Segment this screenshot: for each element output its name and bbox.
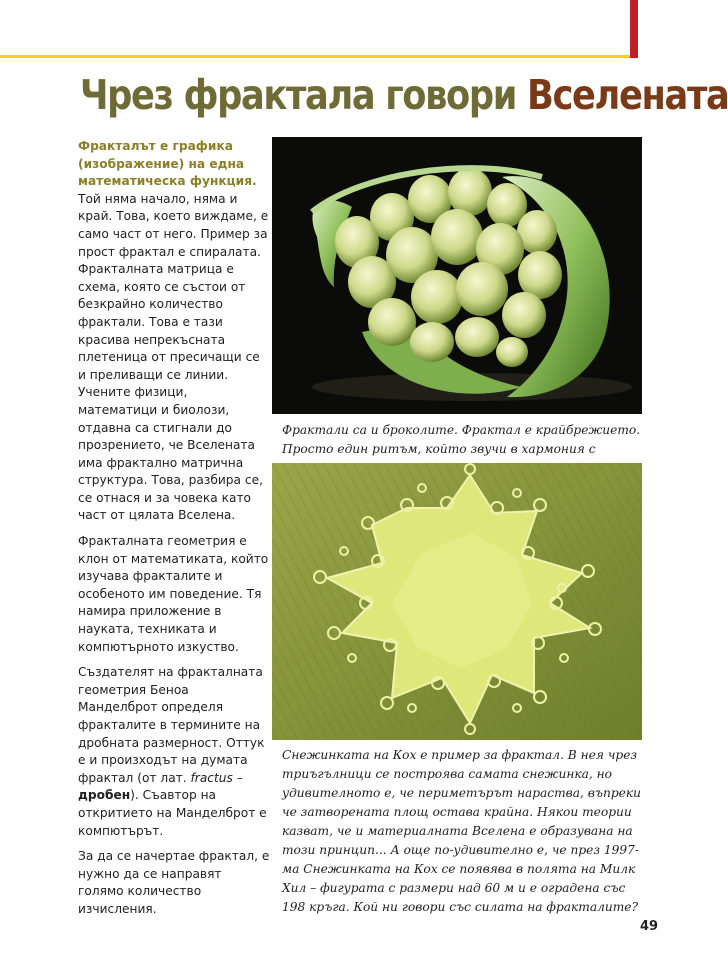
- title-main: Чрез фрактала говори: [80, 71, 527, 119]
- romanesco-photo: [272, 137, 642, 414]
- paragraph-intro: [78, 138, 270, 525]
- broccoli-caption: Фрактали са и броколите. Фрактал е крайбрежието. Просто един ритъм, който звучи в хармония с: [282, 423, 641, 456]
- latin-term: fractus: [190, 770, 233, 785]
- crop-circle-photo: [272, 463, 642, 740]
- intro-text: Той няма начало, няма и край. Това, което виждаме, е само част от него. Пример за прост фрактал е спиралата. Фракталната матрица е схема, която се състои от безкрайно количество фрактали. Това е тази красива непрекъсната плетеница от пресичащи се и преливащи се линии. Учените физици, математици и биолози, отдавна са стигнали до прозрението, че Вселената има фрактално матрична структура. Това, разбира се, се отнася и за човека като част от цялата Вселена.: [78, 191, 269, 523]
- top-rule: [0, 55, 630, 58]
- paragraph-calculations: За да се начертае фрактал, е нужно да се направят голямо количество изчисления.: [78, 849, 270, 916]
- koch-caption: Снежинката на Кох е пример за фрактал. В нея чрез триъгълници се построява самата снежинка, но удивителното е, че периметърът нараства, въпреки че затворената площ остава крайна. Някои теории казват, че и материалната Вселена е образувана на този принцип... А още по-удивително е, че през 1997-ма Снежинката на Кох се появява в полята на Милк Хил – фигурата с размери над 60 м и е оградена със 198 кръга. Кой ни говори със силата на фракталите?: [282, 748, 642, 914]
- body-column: [78, 138, 270, 927]
- title-accent: Вселената: [526, 71, 728, 119]
- corner-accent-bar: [630, 0, 638, 58]
- intro-lead: Фракталът е графика (изображение) на една математическа функция.: [78, 139, 257, 189]
- mandelbrot-text-end: ). Съавтор на откритието на Манделброт е компютърът.: [78, 788, 267, 838]
- page-number: 49: [640, 919, 659, 934]
- paragraph-geometry: Фракталната геометрия е клон от математиката, който изучава фракталите и особеното им поведение. Тя намира приложение в науката, техниката и компютърното изкуство.: [78, 534, 269, 654]
- paragraph-mandelbrot: [78, 664, 270, 840]
- dash: –: [232, 770, 243, 785]
- bold-term: дробен: [78, 788, 131, 803]
- page-title: [80, 70, 728, 120]
- mandelbrot-text: Създателят на фракталната геометрия Беноа Манделброт определя фракталите в термините на дробната размерност. Оттук е и произходът на думата фрактал (от лат.: [78, 665, 265, 785]
